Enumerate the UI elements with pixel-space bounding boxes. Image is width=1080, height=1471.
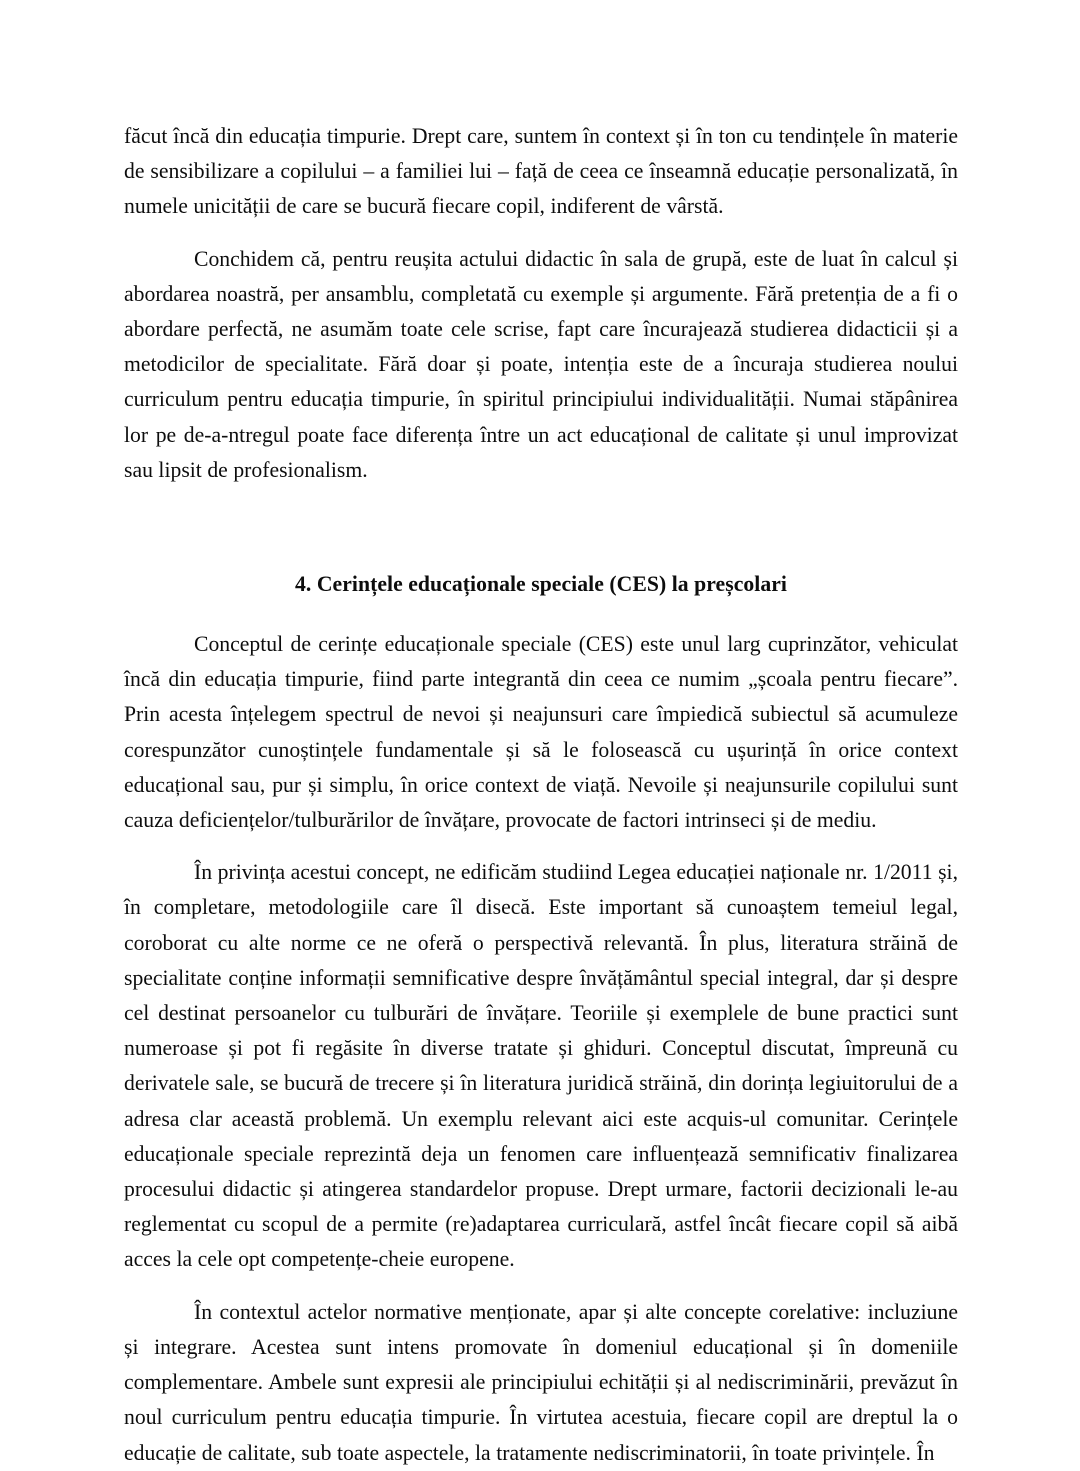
- paragraph-in-privinta: În privința acestui concept, ne edificăm studiind Legea educației naționale nr. 1/2011 și, în completare, metodologiile care îl disecă. Este important să cunoaștem temeiul legal, coroborat cu alte norme ce ne oferă o perspectivă relevantă. În plus, literatura străină de specialitate conține informații semnificative despre învățământul special integral, dar și despre cel destinat persoanelor cu tulburări de învățare. Teoriile și exemplele de bune practici sunt numeroase și pot fi regăsite în diverse tratate și ghiduri. Conceptul discutat, împreună cu derivatele sale, se bucură de trecere și în literatura juridică străină, din dorința legiuitorului de a adresa clar această problemă. Un exemplu relevant aici este acquis-ul comunitar. Cerințele educaționale speciale reprezintă deja un fenomen care influențează semnificativ finalizarea procesului didactic și atingerea standardelor propuse. Drept urmare, factorii decizionali le-au reglementat cu scopul de a permite (re)adaptarea curriculară, astfel încât fiecare copil să aibă acces la cele opt competențe-cheie europene.: [124, 860, 958, 1272]
- paragraph-spacer: [124, 838, 958, 855]
- paragraph-conchidem: Conchidem că, pentru reușita actului didactic în sala de grupă, este de luat în calcul și abordarea noastră, per ansamblu, completată cu exemple și argumente. Fără pretenția de a fi o abordare perfectă, ne asumăm toate cele scrise, fapt care încurajează studierea didacticii și a metodicilor de specialitate. Fără doar și poate, intenția este de a încuraja studierea noului curriculum pentru educația timpurie, în spiritul principiului individualității. Numai stăpânirea lor pe de-a-ntregul poate face diferența între un act educațional de calitate și unul improvizat sau lipsit de profesionalism.: [124, 246, 958, 482]
- heading-top-spacer: [124, 488, 958, 570]
- paragraph-continuation: făcut încă din educația timpurie. Drept care, suntem în context și în ton cu tendințele în materie de sensibilizare a copilului – a familiei lui – față de ceea ce înseamnă educație personalizată, în numele unicității de care se bucură fiecare copil, indiferent de vârstă.: [124, 124, 958, 219]
- paragraph-in-contextul: În contextul actelor normative menționate, apar și alte concepte corelative: incluziune și integrare. Acestea sunt intens promovate în domeniul educațional și în domeniile complementare. Ambele sunt expresii ale principiului echității și al nediscriminării, prevăzut în noul curriculum pentru educația timpurie. În virtutea acestuia, fiecare copil are dreptul la o educație de calitate, sub toate aspectele, la tratamente nediscriminatorii, în toate privințele. În: [124, 1299, 958, 1465]
- section-heading: 4. Cerințele educaționale speciale (CES) la preșcolari: [295, 572, 787, 597]
- paragraph-spacer: [124, 1278, 958, 1295]
- paragraph-spacer: [124, 225, 958, 242]
- paragraph-conceptul-ces: Conceptul de cerințe educaționale speciale (CES) este unul larg cuprinzător, vehiculat încă din educația timpurie, fiind parte integrantă din ceea ce numim „școala pentru fiecare”. Prin acesta înțelegem spectrul de nevoi și neajunsuri care împiedică subiectul să acumuleze corespunzător cunoștințele fundamentale și să le folosească cu ușurință în orice context educațional sau, pur și simplu, în orice context de viață. Nevoile și neajunsurile copilului sunt cauza deficiențelor/tulburărilor de învățare, provocate de factori intrinseci și de mediu.: [124, 632, 958, 833]
- text-column: [124, 119, 958, 1471]
- heading-bottom-spacer: [124, 598, 958, 627]
